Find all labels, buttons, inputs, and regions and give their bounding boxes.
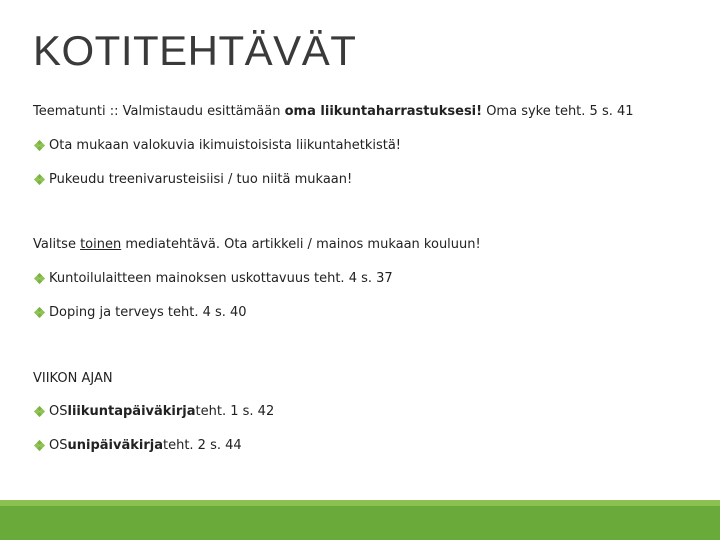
footer-bar (0, 506, 720, 540)
diamond-bullet-icon (33, 306, 46, 319)
slide-title: KOTITEHTÄVÄT (33, 27, 357, 74)
diamond-bullet-icon (33, 439, 46, 452)
list-item: OS unipäiväkirja teht. 2 s. 44 (33, 438, 242, 454)
list-item: OS liikuntapäiväkirja teht. 1 s. 42 (33, 404, 274, 420)
bold-text: liikuntapäiväkirja (67, 404, 196, 419)
section1-heading: Teematunti :: Valmistaudu esittämään oma liikuntaharrastuksesi! Oma syke teht. 5 s. 41 (33, 104, 634, 119)
emphasis-text: oma liikuntaharrastuksesi! (284, 104, 483, 119)
section3-heading: VIIKON AJAN (33, 371, 113, 386)
diamond-bullet-icon (33, 139, 46, 152)
bold-text: unipäiväkirja (67, 438, 163, 453)
list-item: Pukeudu treenivarusteisiisi / tuo niitä mukaan! (33, 172, 352, 188)
underlined-text: toinen (80, 237, 122, 252)
diamond-bullet-icon (33, 173, 46, 186)
list-item: Kuntoilulaitteen mainoksen uskottavuus teht. 4 s. 37 (33, 271, 393, 287)
list-item: Ota mukaan valokuvia ikimuistoisista liikuntahetkistä! (33, 138, 401, 154)
section2-heading: Valitse toinen mediatehtävä. Ota artikkeli / mainos mukaan kouluun! (33, 237, 481, 252)
diamond-bullet-icon (33, 272, 46, 285)
list-item: Doping ja terveys teht. 4 s. 40 (33, 305, 247, 321)
diamond-bullet-icon (33, 405, 46, 418)
